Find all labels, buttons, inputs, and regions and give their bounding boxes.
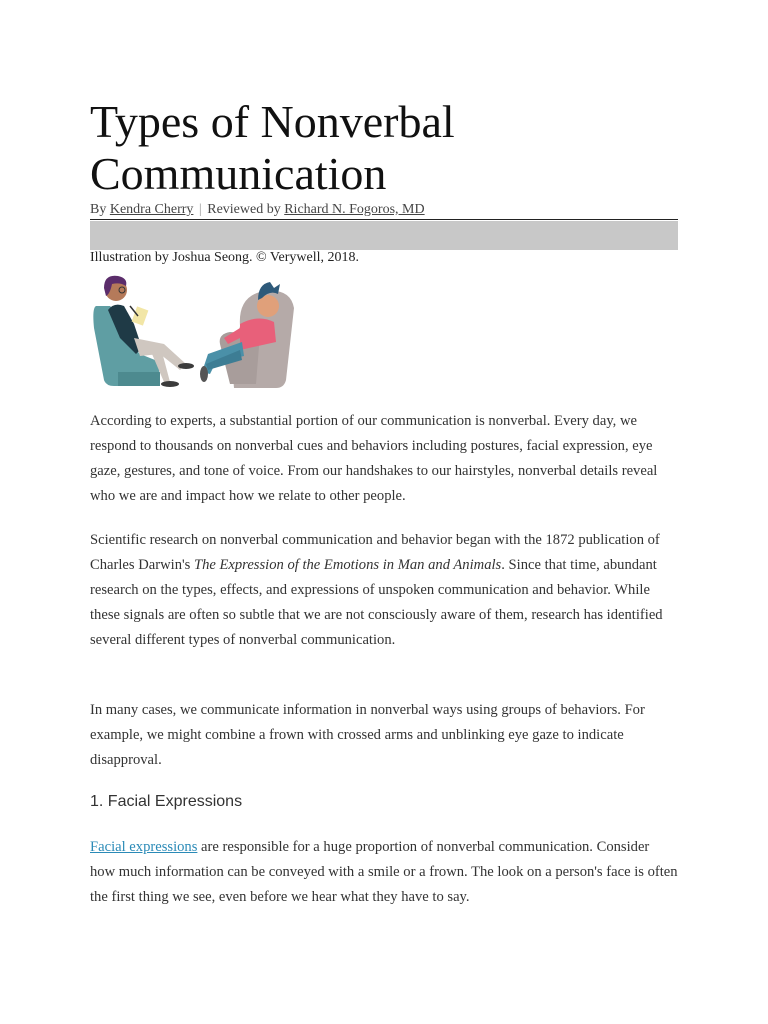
facial-expressions-link[interactable]: Facial expressions: [90, 839, 198, 855]
gray-banner: [90, 221, 678, 250]
paragraph-2: [90, 528, 678, 653]
byline-separator: |: [198, 202, 202, 217]
section-heading-facial-expressions: 1. Facial Expressions: [90, 793, 243, 810]
therapist-shoe-2: [178, 363, 194, 369]
therapist-shoe-1: [161, 381, 179, 387]
paragraph-2-end: . Since that time, abundant research on the types, effects, and expressions of unspoken communication and behavior. While these signals are often so subtle that we are not consciously aware of them, research has identified several different types of nonverbal communication.: [90, 557, 663, 648]
paragraph-1: According to experts, a substantial portion of our communication is nonverbal. Every day, we respond to thousands on nonverbal cues and behaviors including postures, facial expression, eye gaze, gestures, and tone of voice. From our handshakes to our hairstyles, nonverbal details reveal who we are and impact how we relate to other people.: [90, 413, 658, 504]
byline: [90, 202, 678, 218]
reviewer-link[interactable]: Richard N. Fogoros, MD: [284, 202, 425, 217]
paragraph-4: [90, 835, 678, 910]
paragraph-3: In many cases, we communicate information in nonverbal ways using groups of behaviors. For example, we might combine a frown with crossed arms and unblinking eye gaze to indicate disapproval.: [90, 702, 645, 768]
header-divider: [90, 219, 678, 220]
paragraph-4-text: are responsible for a huge proportion of nonverbal communication. Consider how much information can be conveyed with a smile or a frown. The look on a person's face is often the first thing we see, even before we hear what they have to say.: [90, 839, 678, 905]
notepad: [132, 306, 149, 325]
byline-by: By: [90, 202, 107, 217]
patient-shoe: [200, 366, 208, 382]
byline-reviewed-by: Reviewed by: [207, 202, 281, 217]
chair-left-base: [118, 372, 160, 386]
author-link[interactable]: Kendra Cherry: [109, 202, 194, 217]
image-caption: Illustration by Joshua Seong. © Verywell, 2018.: [90, 250, 359, 265]
article-title: Types of Nonverbal Communication: [90, 96, 455, 199]
book-title: The Expression of the Emotions in Man and Animals: [193, 557, 502, 573]
therapy-illustration: [90, 268, 302, 392]
paragraph-2-start: Scientific research on nonverbal communication and behavior began with the 1872 publication of Charles Darwin's: [90, 532, 660, 573]
